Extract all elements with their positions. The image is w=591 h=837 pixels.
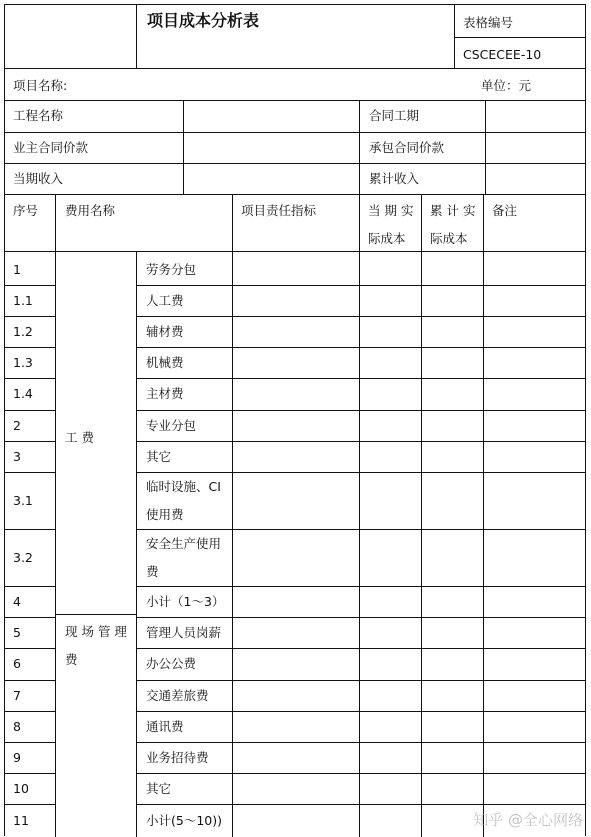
grid-line <box>5 472 55 473</box>
row-fee-name: 安全生产使用 <box>146 535 222 551</box>
grid-line <box>136 680 585 681</box>
row-seq: 6 <box>13 656 21 671</box>
row-seq: 3.1 <box>13 492 33 508</box>
group-label-labor: 工 费 <box>65 430 94 445</box>
row-fee-name: 小计（1～3） <box>146 593 225 609</box>
grid-line <box>5 441 55 442</box>
row-seq: 10 <box>13 780 29 796</box>
grid-line <box>136 711 585 712</box>
grid-line <box>136 441 585 442</box>
row-seq: 1.4 <box>13 386 33 401</box>
grid-line <box>5 742 55 743</box>
current-income-label: 当期收入 <box>13 171 64 186</box>
grid-line <box>5 680 55 681</box>
grid-line <box>5 711 55 712</box>
grid-line <box>55 194 56 837</box>
grid-line <box>5 804 55 805</box>
grid-line <box>5 285 55 286</box>
grid-line <box>136 347 585 348</box>
grid-line <box>136 804 585 805</box>
grid-line <box>136 285 585 286</box>
row-fee-name: 交通差旅费 <box>146 687 209 703</box>
form-title: 项目成本分析表 <box>147 11 260 30</box>
row-fee-name: 人工费 <box>146 292 184 308</box>
grid-line <box>5 410 55 411</box>
group-label-site-mgmt-line2: 费 <box>65 652 78 667</box>
grid-line <box>5 378 55 379</box>
cost-analysis-sheet <box>4 4 586 836</box>
row-seq: 1.3 <box>13 354 33 370</box>
grid-line <box>5 316 55 317</box>
row-seq: 1 <box>13 261 21 277</box>
row-fee-name: 辅材费 <box>146 323 184 339</box>
col-fee-name-header: 费用名称 <box>65 203 116 218</box>
grid-line <box>55 614 136 615</box>
grid-line <box>136 773 585 774</box>
grid-line <box>5 68 585 69</box>
grid-line <box>136 378 585 379</box>
grid-line <box>5 529 55 530</box>
grid-line <box>5 617 55 618</box>
contract-period-label: 合同工期 <box>369 108 420 123</box>
row-seq: 7 <box>13 687 21 703</box>
grid-line <box>183 100 184 194</box>
grid-line <box>454 37 585 38</box>
grid-line <box>5 163 585 164</box>
col-period-actual-header-line2: 际成本 <box>368 231 406 246</box>
grid-line <box>136 472 585 473</box>
col-cumulative-actual-header-line2: 际成本 <box>430 231 468 246</box>
row-fee-name: 专业分包 <box>146 417 197 433</box>
grid-line <box>136 251 137 837</box>
grid-line <box>421 194 422 837</box>
grid-line <box>359 100 360 194</box>
col-remarks-header: 备注 <box>492 203 518 218</box>
row-fee-name: 办公公费 <box>146 656 197 671</box>
row-seq: 4 <box>13 593 21 609</box>
unit-label: 单位：元 <box>481 78 532 93</box>
row-seq: 9 <box>13 749 21 765</box>
grid-line <box>5 648 55 649</box>
grid-line <box>359 194 360 837</box>
grid-line <box>5 347 55 348</box>
grid-line <box>5 194 585 195</box>
form-code-value: CSCECEE-10 <box>463 47 542 62</box>
grid-line <box>136 410 585 411</box>
row-seq: 11 <box>13 812 29 828</box>
row-seq: 1.1 <box>13 292 33 308</box>
row-fee-name: 管理人员岗薪 <box>146 624 222 640</box>
row-fee-name: 通讯费 <box>146 718 184 734</box>
row-seq: 2 <box>13 417 21 433</box>
grid-line <box>136 617 585 618</box>
contract-price-label: 承包合同价款 <box>369 140 445 155</box>
col-cumulative-actual-header-line1: 累 计 实 <box>430 203 476 218</box>
row-fee-name: 主材费 <box>146 386 184 401</box>
form-code-label: 表格编号 <box>463 15 514 30</box>
col-target-header: 项目责任指标 <box>241 203 317 218</box>
owner-contract-price-label: 业主合同价款 <box>13 140 89 155</box>
row-seq: 3 <box>13 448 21 464</box>
contract-name-label: 工程名称 <box>13 108 64 123</box>
grid-line <box>136 648 585 649</box>
row-seq: 5 <box>13 624 21 640</box>
row-seq: 1.2 <box>13 323 33 339</box>
col-period-actual-header-line1: 当 期 实 <box>368 203 414 218</box>
grid-line <box>5 251 585 252</box>
row-fee-name: 劳务分包 <box>146 261 197 277</box>
row-fee-name: 其它 <box>146 780 172 796</box>
row-fee-name: 临时设施、CI <box>146 478 221 494</box>
row-fee-name: 使用费 <box>146 506 184 522</box>
watermark: 知乎 @全心网络 <box>473 811 583 829</box>
row-fee-name: 业务招待费 <box>146 749 209 765</box>
grid-line <box>232 194 233 837</box>
project-name-label: 项目名称: <box>13 78 68 93</box>
row-seq: 3.2 <box>13 549 33 565</box>
row-seq: 8 <box>13 718 21 734</box>
grid-line <box>136 529 585 530</box>
grid-line <box>483 194 484 837</box>
col-seq-header: 序号 <box>13 203 39 218</box>
row-fee-name: 其它 <box>146 448 172 464</box>
grid-line <box>136 316 585 317</box>
grid-line <box>5 132 585 133</box>
grid-line <box>136 5 137 68</box>
grid-line <box>5 773 55 774</box>
grid-line <box>136 586 585 587</box>
grid-line <box>136 742 585 743</box>
grid-line <box>5 100 585 101</box>
row-fee-name: 费 <box>146 563 159 579</box>
row-fee-name: 机械费 <box>146 354 184 370</box>
cumulative-income-label: 累计收入 <box>369 171 420 186</box>
grid-line <box>485 100 486 194</box>
grid-line <box>5 586 55 587</box>
group-label-site-mgmt-line1: 现 场 管 理 <box>65 624 127 639</box>
row-fee-name: 小计(5～10)) <box>146 812 222 828</box>
